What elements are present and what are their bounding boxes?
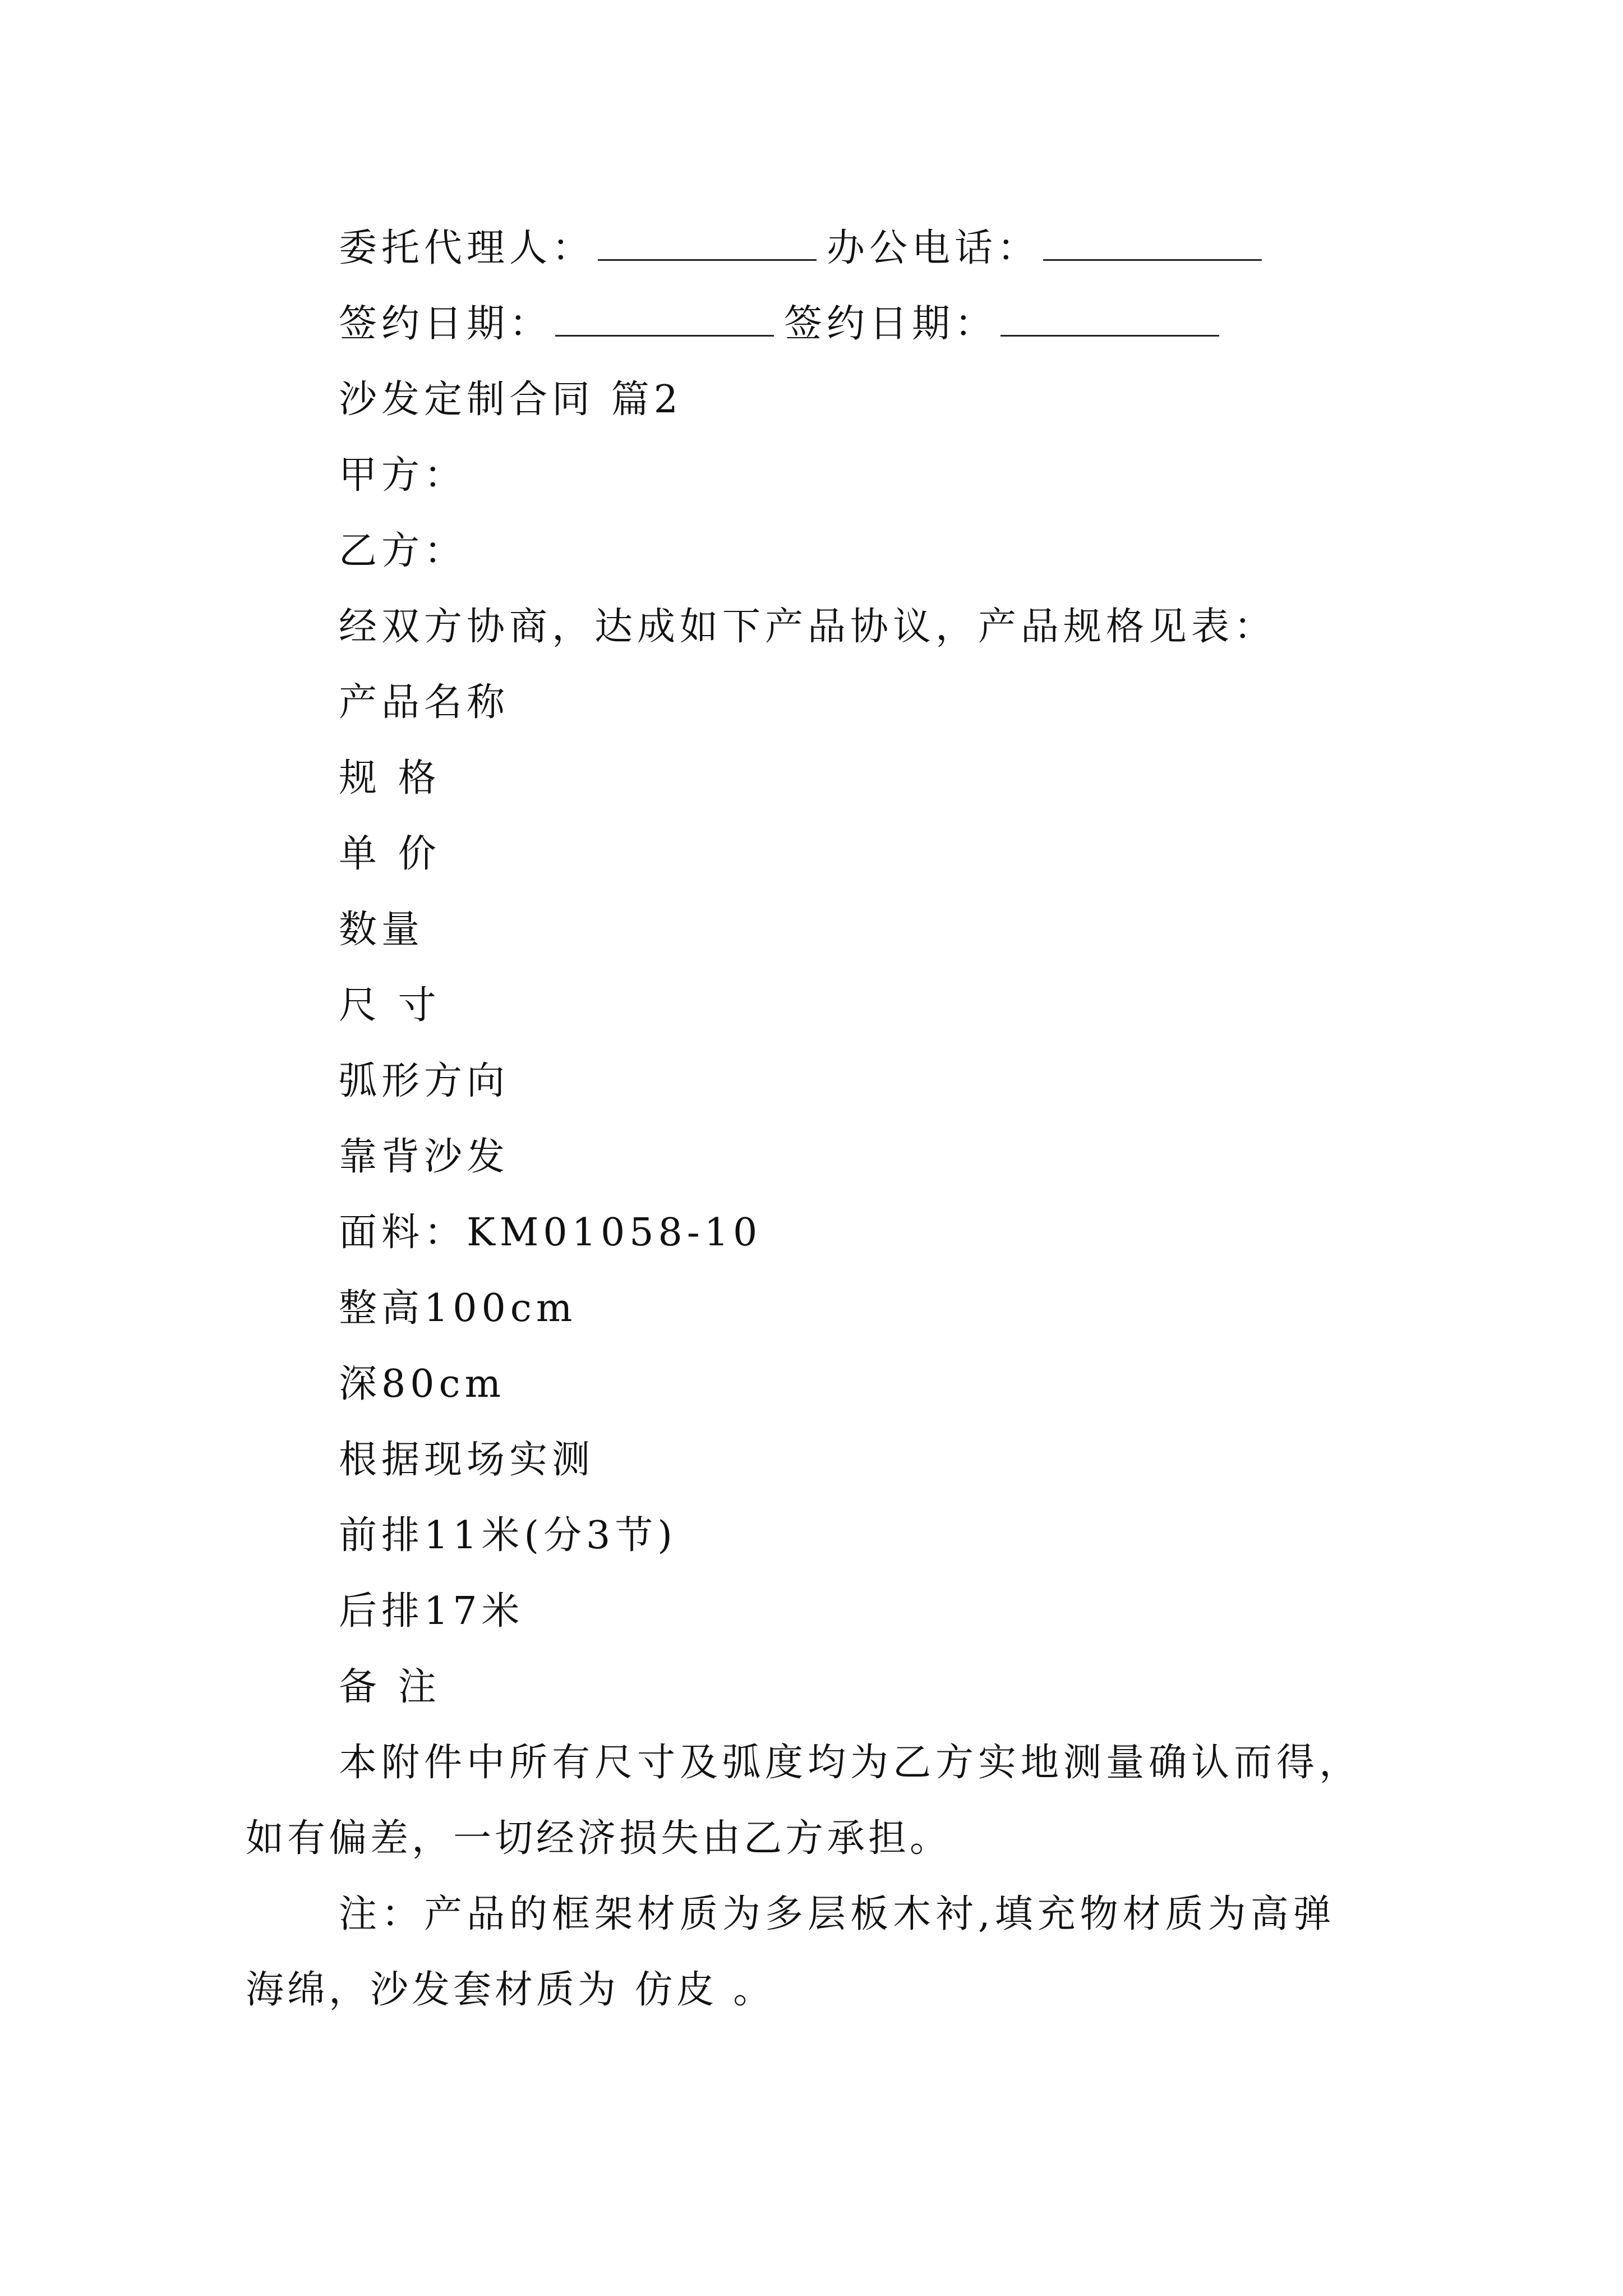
sign-date-blank-a — [555, 301, 774, 337]
depth-spec: 深80cm — [339, 1362, 506, 1406]
remarks-heading: 备 注 — [339, 1665, 441, 1709]
fabric-spec: 面料：KM01058-10 — [339, 1211, 762, 1255]
contract-title: 沙发定制合同 篇2 — [339, 378, 683, 422]
unit-price-heading: 单 价 — [339, 832, 441, 876]
height-spec: 整高100cm — [339, 1286, 577, 1331]
agent-blank — [598, 226, 817, 261]
back-row-spec: 后排17米 — [339, 1589, 524, 1634]
appendix-paragraph-1: 本附件中所有尺寸及弧度均为乙方实地测量确认而得， — [339, 1741, 1362, 1785]
product-backrest-sofa: 靠背沙发 — [339, 1135, 510, 1179]
office-phone-blank — [1043, 226, 1262, 261]
front-row-spec: 前排11米(分3节) — [339, 1513, 677, 1558]
material-note-2: 海绵，沙发套材质为 仿皮 。 — [246, 1968, 775, 2012]
office-phone-label: 办公电话： — [827, 226, 1040, 270]
agreement-intro: 经双方协商，达成如下产品协议，产品规格见表： — [339, 605, 1277, 649]
arc-direction-heading: 弧形方向 — [339, 1059, 510, 1103]
sign-date-line — [339, 297, 1229, 351]
party-a: 甲方： — [339, 453, 467, 498]
size-heading: 尺 寸 — [339, 983, 441, 1028]
product-name-heading: 产品名称 — [339, 680, 510, 725]
quantity-heading: 数量 — [339, 908, 425, 952]
sign-date-label-b: 签约日期： — [784, 302, 998, 346]
material-note-1: 注：产品的框架材质为多层板木衬,填充物材质为高弹 — [339, 1892, 1336, 1936]
measure-note: 根据现场实测 — [339, 1438, 595, 1482]
appendix-paragraph-2: 如有偏差，一切经济损失由乙方承担。 — [246, 1816, 952, 1861]
spec-heading: 规 格 — [339, 756, 441, 800]
agent-label: 委托代理人： — [339, 226, 595, 270]
party-b: 乙方： — [339, 529, 467, 573]
sign-date-label-a: 签约日期： — [339, 302, 552, 346]
sign-date-blank-b — [1000, 301, 1219, 337]
agent-phone-line — [339, 222, 1272, 275]
